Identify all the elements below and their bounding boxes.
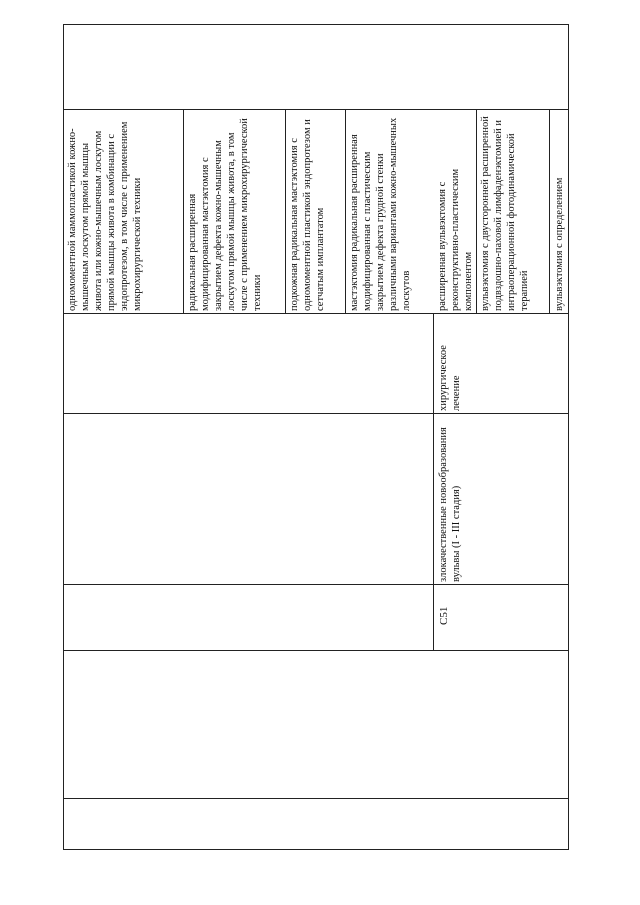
method-cell — [286, 110, 345, 313]
column-divider — [63, 313, 569, 314]
code-text: C51 — [438, 606, 450, 625]
method-cell — [477, 110, 549, 313]
column-divider — [63, 798, 569, 799]
method-text: подкожная радикальная мастэктомия с одномоментной пластикой эндопротезом и сетчатым имплантатом — [289, 119, 326, 311]
method-cell — [434, 110, 476, 313]
treatment-type-cell — [434, 314, 474, 413]
method-cell — [346, 110, 433, 313]
method-text: вульвэктомия с определением — [554, 177, 565, 311]
method-text: вульвэктомия с двусторонней расширенной подвздошно-паховой лимфаденэктомией и интраоперационной фотодинамической терапией — [480, 116, 530, 311]
method-text: одномоментной маммопластикой кожно-мышечным лоскутом прямой мышцы живота или кожно-мышечным лоскутом прямой мышцы живота в комбинации с эндопротезом, в том числе с применением микрохирургической техники — [67, 121, 143, 311]
code-cell — [434, 585, 464, 650]
method-text: радикальная расширенная модифицированная мастэктомия с закрытием дефекта кожно-мышечным лоскутом прямой мышцы живота, в том числе с применением микрохирургической техники — [187, 118, 263, 311]
method-cell — [550, 110, 568, 313]
row-divider — [549, 109, 550, 313]
treatment-type-text: хирургическое лечение — [438, 345, 462, 411]
method-text: мастэктомия радикальная расширенная модифицированная с пластическим закрытием дефекта грудной стенки различными вариантами кожно-мышечных лоскутов — [349, 117, 412, 311]
diagnosis-text: злокачественные новообразования вульвы (I - III стадия) — [438, 427, 462, 582]
diagnosis-cell — [434, 414, 494, 584]
method-text: расширенная вульвэктомия с реконструктивно-пластическим компонентом — [437, 168, 474, 311]
column-divider — [63, 650, 569, 651]
method-cell — [64, 110, 183, 313]
column-divider — [63, 584, 569, 585]
method-cell — [184, 110, 285, 313]
